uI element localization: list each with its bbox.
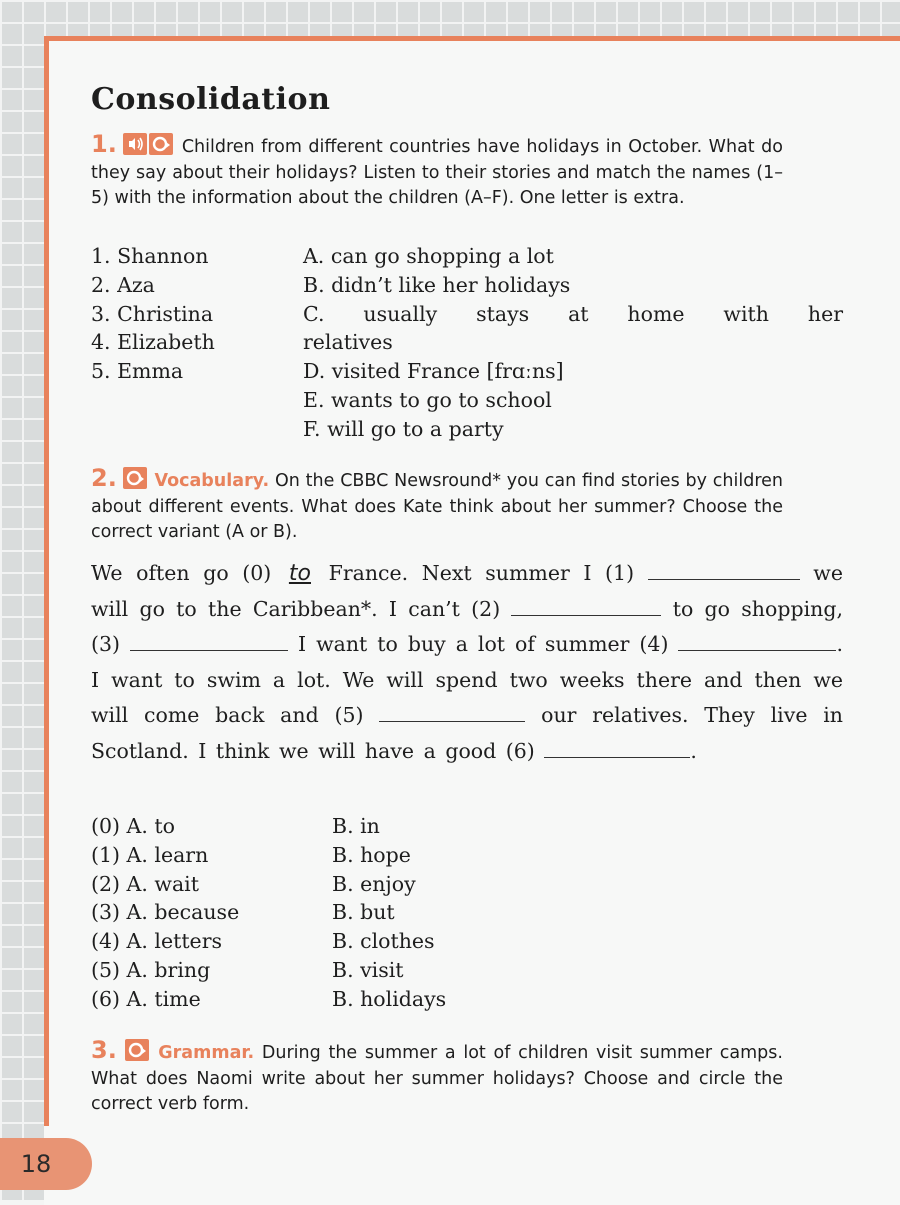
story-fragment: I want to buy a lot of summer (4) bbox=[298, 632, 669, 657]
choice-b: B. holidays bbox=[332, 986, 447, 1011]
ex1-option: F. will go to a party bbox=[303, 416, 504, 441]
choice-b: B. visit bbox=[332, 957, 404, 982]
ex1-name: 1. Shannon bbox=[91, 244, 209, 268]
choice-a: (0) A. to bbox=[91, 814, 175, 838]
story-fragment: to go shopping, (3) bbox=[91, 596, 843, 657]
choice-b: B. enjoy bbox=[332, 871, 416, 896]
exercise-1-instructions bbox=[91, 132, 783, 212]
ex1-option: D. visited France [frɑːns] bbox=[303, 359, 564, 384]
ex1-name: 2. Aza bbox=[91, 272, 155, 297]
exercise-2-instructions bbox=[91, 466, 783, 546]
exercise-2-text: On the CBBC Newsround* you can find stories by children about different events. What does Kate think about her summer? Choose the correct variant (A or B). bbox=[91, 471, 783, 542]
ex1-options-list bbox=[303, 242, 843, 444]
blank-0-answer: to bbox=[288, 561, 311, 586]
story-fragment: . bbox=[690, 738, 697, 763]
blank-6[interactable] bbox=[544, 757, 690, 758]
choice-b: B. hope bbox=[332, 842, 411, 867]
story-fragment: . I want to swim a lot. We will spend two weeks there and then we will come back and (5) bbox=[91, 632, 843, 728]
blank-2[interactable] bbox=[511, 615, 661, 616]
choice-b: B. clothes bbox=[332, 929, 435, 954]
ex2-story-text bbox=[91, 556, 843, 770]
exercise-2-label: Vocabulary. bbox=[154, 471, 270, 491]
exercise-3-text: During the summer a lot of children visit summer camps. What does Naomi write about her summer holidays? Choose and circle the correct verb form. bbox=[91, 1043, 783, 1114]
choice-b: B. but bbox=[332, 900, 395, 925]
story-fragment: We often go (0) bbox=[91, 561, 272, 585]
exercise-1-number: 1. bbox=[91, 130, 117, 158]
exercise-3-label: Grammar. bbox=[158, 1043, 255, 1063]
ex2-choices-a bbox=[91, 812, 239, 1014]
ex1-name: 4. Elizabeth bbox=[91, 330, 215, 355]
workbook-icon bbox=[149, 133, 173, 155]
ex1-option: E. wants to go to school bbox=[303, 387, 552, 412]
choice-a: (1) A. learn bbox=[91, 842, 209, 867]
ex1-option-continuation: relatives bbox=[303, 330, 393, 355]
ex1-option: A. can go shopping a lot bbox=[303, 244, 554, 268]
ex1-name: 5. Emma bbox=[91, 359, 184, 384]
workbook-icon bbox=[123, 467, 147, 489]
exercise-3-number: 3. bbox=[91, 1036, 117, 1064]
story-fragment: our relatives. They live in Scotland. I think we will have a good (6) bbox=[91, 703, 843, 763]
decorative-grid-top bbox=[0, 0, 900, 36]
choice-a: (6) A. time bbox=[91, 986, 201, 1011]
exercise-2-number: 2. bbox=[91, 464, 117, 492]
ex1-option: C. usually stays at home with her bbox=[303, 301, 843, 326]
choice-a: (4) A. letters bbox=[91, 929, 223, 954]
ex2-choices-b bbox=[332, 812, 446, 1014]
choice-a: (3) A. because bbox=[91, 900, 240, 925]
ex1-option: B. didn’t like her holidays bbox=[303, 272, 571, 297]
ex1-names-list bbox=[91, 242, 215, 386]
page-border-left bbox=[44, 36, 49, 1126]
blank-3[interactable] bbox=[130, 650, 288, 651]
ex1-name: 3. Christina bbox=[91, 301, 214, 326]
story-fragment: France. Next summer I (1) bbox=[328, 561, 635, 585]
page-number: 18 bbox=[0, 1138, 92, 1190]
blank-1[interactable] bbox=[648, 579, 800, 580]
choice-b: B. in bbox=[332, 814, 380, 838]
blank-4[interactable] bbox=[678, 650, 836, 651]
workbook-icon bbox=[125, 1039, 149, 1061]
exercise-3-instructions bbox=[91, 1038, 783, 1118]
blank-5[interactable] bbox=[379, 721, 525, 722]
choice-a: (2) A. wait bbox=[91, 871, 199, 896]
choice-a: (5) A. bring bbox=[91, 957, 211, 982]
exercise-1-text: Children from different countries have holidays in October. What do they say about their holidays? Listen to their stories and match the names (1–5) with the information about the children (A–F). One letter is extra. bbox=[91, 137, 783, 208]
audio-icon bbox=[123, 133, 147, 155]
page-title: Consolidation bbox=[91, 82, 331, 117]
story-fragment: we will go to the Caribbean*. I can’t (2) bbox=[91, 561, 843, 621]
